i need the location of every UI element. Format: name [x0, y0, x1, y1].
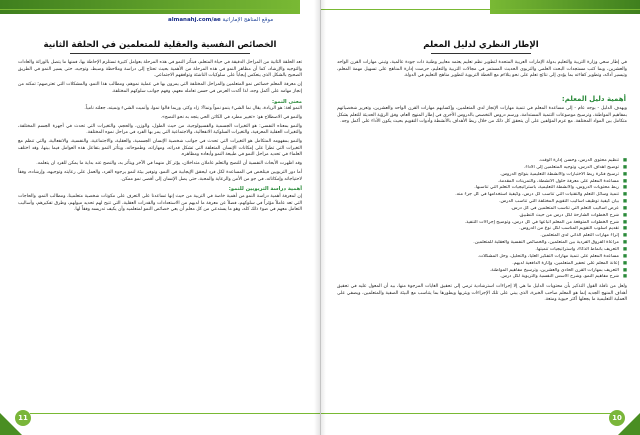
header-rule	[0, 9, 300, 10]
growth-line-5: وقد اظهرت الأبحاث النفسية أن للنضج والتعلم عاملان متداخلان، يؤثر كل منهما في الآخر ويتأثر به، والنضج عند بداية ما يمكن للفرد ان يتعلمه.	[36, 161, 302, 167]
list-item: ■ عرض أساليب التعلم التي تناسب المتعلمين في كل درس.	[361, 206, 627, 213]
list-item: ■ مساعدة المعلم على معرفة حلول الأنشطة، والتمرينات المقدمة.	[361, 179, 627, 186]
top-green-bar	[0, 0, 300, 14]
section-heading: أهمية دليل المعلم:	[561, 95, 626, 103]
growth-line-4: والنمو بمفهومه المتكامل هو التغيرات التي تحدث في جوانب شخصية الإنسان الجسمية، والعقلية، والاجتماعية، والنفسية، والانفعالية، والتي تنظم مع التغيرات التي تطرأ على إمكانات الإنسان المتعلقة التي تشكل قدراته، ومهاراته، وطموحاته، ويتأثر النمو بتفاعل هذه العوامل فيما بينها، وقد اختلف العلماء في تحديد مراحل النمو في طبيعة النمو وأبعاده ومظاهره.	[18, 139, 302, 158]
importance-subheading: أهمية دراسة التربويين للنمو:	[228, 186, 302, 193]
top-green-bar	[490, 0, 640, 14]
growth-line-2: والنمو في الاصطلاح هو: «تغيير مطرد في الكائن الحي يتجه به نحو النضج».	[160, 114, 302, 120]
list-item: ■ شرح الخطوات المتوقعة من المعلم اتباعها في كل درس، وتوضيح إجراءات التنفيذ.	[361, 220, 627, 227]
site-url-link[interactable]: almanahj.com/ae	[168, 17, 221, 23]
footer-rule	[321, 413, 611, 414]
title-underline	[70, 53, 250, 54]
left-paragraph-1: تعد الحلقة الثانية من المراحل الدقيقة في حياة المتعلم، فبتأثر النمو في هذه المرحلة بعوامل كثيرة تستلزم الإحاطة بها، فمنها ما يتصل بالوراثة والعادات والتوجيه والإرشاد، كما أن مظاهر النمو في هذه المرحلة من الأهمية بحيث تحتاج إلى دراسة وملاحظة وضبط، وتوجيه، حتى يسير النمو في الطريق الصحيح بالشكل الذي ينعكس إيجاباً على سلوكيات الناشئة وتوافقهم الاجتماعي.	[18, 60, 302, 79]
site-label: موقع المناهج الإماراتية	[222, 17, 274, 23]
list-item: ■ بيان كيفية توظيف أساليب التقويم المختلفة التي تناسب الدرس.	[361, 199, 627, 206]
right-page-title: الإطار النظري لدليل المعلم	[423, 40, 539, 50]
right-page	[320, 0, 640, 435]
importance-text: إن لمعرفة أهمية دراسة النمو من أهمية خاصة في التربية من حيث إنها تساعدنا على التعرف على مكونات شخصية متعلمينا، ومطالب النمو، والحاجات التي تعد عاملاً مؤثراً في سلوكهم، فضلاً عن معرفة ما لديهم من الاستعدادات والقدرات العقلية، التي تتيح لهم تحديد ميولهم، وطرق تفكيرهم، وأساليب التعامل معهم في ضوء ذلك كله، وهو ما يستدعي من كل معلم أن يعي خصائص النمو لمتعلميه وأن يكيف تدريسه وفقاً لها.	[18, 193, 302, 213]
list-item: ■ ربط محتويات الدروس، والأنشطة التعليمية، باستراتيجيات التعلم التي تناسبها.	[361, 185, 627, 192]
list-item: ■ ترسيخ فكرة ربط الاختبارات والأنشطة التعليمية بنواتج الدروس.	[361, 172, 627, 179]
page-number: 11	[15, 410, 31, 426]
growth-line-6: أما دور التربويين فيتلخص في المساعدة لكل فرد ليحقق الإيجابية في النمو، وتوفير بيئة لنمو يرجوه الفرد، والعمل على رعايته وتوجيهه، وإرشاده، وفقاً لاحتياجاته وإمكاناته، في جو من الأمن والرعاية والمحبة، حتى يصل الإنسان إلى أقصى نمو ممكن.	[18, 169, 302, 182]
list-item: ■ شرح الخطوات الشارحة لكل درس من حيث التطبيق.	[361, 213, 627, 220]
closing-paragraph: ولعل من نافلة القول التذكير بأن محتويات الدليل ما هي إلا إجراءات استرشادية ترمي إلى تحقيق الغايات المرجوة منها، بيد أن المعول عليه في تحقيق أهداف المنهج الجديد إنما هو المعلم صاحب الخبرة، الذي يبني على تلك الإجراءات ويثريها ويطورها بما يتناسب مع البيئة الصفية والمتعلمين، ويضفي على العملية التعليمية ما يجعلها أكثر حيوية ومتعة.	[337, 284, 627, 303]
site-credit	[168, 17, 273, 23]
right-intro: في إطار سعي وزارة التربية والتعليم بدولة الإمارات العربية المتحدة لتطوير نظم تعليم يعتمد معايير وطنية ذات جودة عالمية، وتبني مهارات القرن الواحد والعشرين، وبما كتب مستجدات البحث العلمي والتربوي الحديث المستمر في مجالات التربية والتعليم، حرصت إدارة المناهج على تسهيل مهمة المعلم، وتيسير أدائه، وتطوير كفاءته بما يؤدي إلى نتائج تعلم على نحو يتلاءم مع الخطة التربوية لتطوير مناهج التعليم في الدولة.	[337, 60, 627, 79]
left-body	[18, 60, 302, 216]
section-text: ويهدف الدليل - بوجه عام - إلى مساعدة المعلم في تنمية مهارات الإنجاز لدى المتعلمين، وإكسابهم مهارات القرن الواحد والعشرين، وتعزيز شخصياتهم بمفاهيم المواطنة، وترسيخ موضوعات التنمية المستدامة، ورسم دروس التخصص بالدروس الأخرى في إطار المنهج العام، وفق الرؤية الحديثة للتعلم بشكل متكامل بين المواد المختلفة. مع عزم المؤلفين على أن يتحقق كل ذلك من خلال ربط الأهداف بالأنشطة وأدوات التقويم بحيث يكون الأداء على أكمل وجه.	[337, 106, 627, 125]
list-item: ■ إثراء مهارات التعلم الذاتي لدى المتعلمين.	[361, 233, 627, 240]
list-item: ■ مساعدة المعلم على تنمية مهارات التفكير العليا، والتحليل، وحل المشكلات.	[361, 254, 627, 261]
list-item: ■ التعريف بمهارات القرن الحادي والعشرين، وترسيخ مفاهيم المواطنة.	[361, 268, 627, 275]
list-item: ■ تنظيم محتوى الدرس، وحسن إدارة الوقت.	[361, 158, 627, 165]
list-item: ■ تنمية وسائل التعلم والتقنيات التي تناسب كل درس، وكيفية استخدامها في كل جزء منه.	[361, 192, 627, 199]
list-item: ■ شرح مفاهيم النمو، وشرح الأسس النفسية والتربوية لكل درس.	[361, 274, 627, 281]
footer-rule	[30, 413, 320, 414]
growth-line-3: والنمو بمعناه النفسي: هو التغيرات الجسمية والفسيولوجية، من حيث الطول، والوزن، والحجم، والتغيرات التي تحدث في أجهزة الجسم المختلفة، والتغيرات العقلية المعرفية، والتغيرات السلوكية الانفعالية، والاجتماعية التي يمر بها الفرد في مراحل نموه المختلفة.	[18, 123, 302, 136]
list-item: ■ تقديم أسلوب التقويم المناسب لكل نوع من الدروس.	[361, 226, 627, 233]
page-number: 10	[609, 410, 625, 426]
list-item: ■ مراعاة الفروق الفردية بين المتعلمين، والخصائص النفسية والعقلية للمتعلمين.	[361, 240, 627, 247]
header-rule	[321, 9, 640, 10]
left-paragraph-2: إن معرفة المعلم خصائص نمو المتعلمين والمراحل المختلفة التي يمرون بها في عملية نموهم، ومطالب هذا النمو، والمشكلات التي تعترضهم؛ تمكنه من إنجاز مهامه على أكمل وجه، لذا أكدت العرض في حسن تعامله معهم، وفهم جوانب سلوكهم المختلفة.	[18, 82, 302, 94]
growth-subheading: معنى النمو:	[272, 98, 302, 105]
left-page-title: الخصائص النفسية والعقلية للمتعلمين في الحلقة الثانية	[43, 40, 277, 50]
title-underline	[431, 53, 531, 54]
objectives-list	[361, 158, 627, 281]
list-item: ■ إعانة المعلم على تحفيز المتعلمين، وإثارة الدافعية لديهم.	[361, 261, 627, 268]
growth-line-1: النمو لغة: هو الزيادة، يقال نما الشيء ينمو نمواً ونماءً: زاد وكثر، وربما قالوا نموا، وأنميت الشيء ونميته، جعلته نامياً.	[84, 106, 302, 112]
book-gutter	[314, 0, 326, 435]
list-item: ■ توضيح أهداف الدرس، وتوجيه المتعلمين إلى الأداء.	[361, 165, 627, 172]
list-item: ■ التعريف بأنماط الذكاء، واستراتيجيات تنميتها.	[361, 247, 627, 254]
